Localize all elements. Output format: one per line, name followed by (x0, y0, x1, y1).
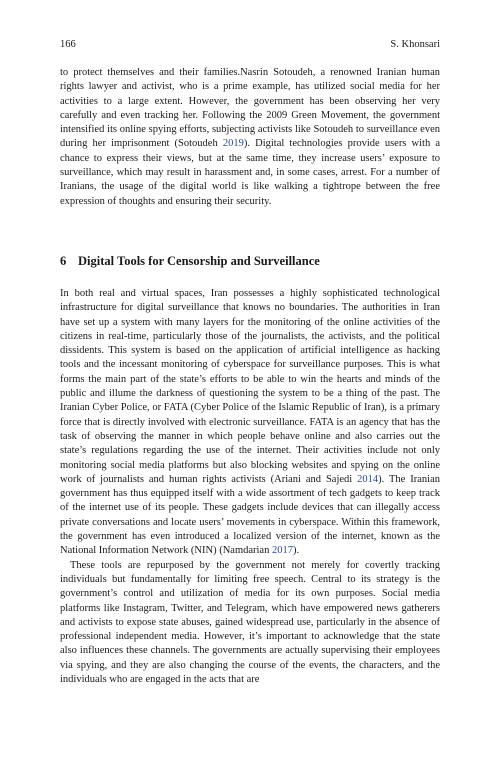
paragraph-continued (60, 66, 440, 209)
citation-link[interactable]: 2014 (357, 473, 379, 485)
citation-link[interactable]: 2017 (271, 545, 293, 557)
paragraph-text: In both real and virtual spaces, Iran possesses a highly sophisticated technological infrastructure for digital surveillance that knows no boundaries. The authorities in Iran have set up a system with many layers for the monitoring of the online activities of the citizens in real-time, particularly those of the journalists, the activists, and the political dissidents. This system is based on the application of artificial intelligence as hacking tools and the incessant monitoring of cyberspace for surveillance purposes. This is what forms the main part of the state’s efforts to be able to win the hearts and minds of the public and illume the darkness of questioning the system to be a thing of the past. The Iranian Cyber Police, or FATA (Cyber Police of the Islamic Republic of Iran), is a primary force that is directly involved with electronic surveillance. FATA is an agency that has the task of observing the manner in which people behave online and also carries out the state’s regulations regarding the use of the internet. Their activities include not only monitoring social media platforms but also blocking websites and spying on the online work of journalists and human rights activists (Ariani and Sajedi (60, 288, 440, 485)
section-title: Digital Tools for Censorship and Surveillance (78, 254, 320, 268)
section-number: 6 (60, 254, 67, 268)
paragraph-text: ). The Iranian government has thus equipped itself with a wide assortment of tech gadgets to keep track of the internet use of its people. These gadgets include devices that can illegally access private conversations and locate users’ movements in cyberspace. Within this framework, the government has even introduced a localized version of the internet, known as the National Information Network (NIN) (Namdarian (60, 473, 440, 557)
section-body (60, 287, 440, 687)
paragraph-text: ). (292, 545, 300, 557)
paragraph-text: These tools are repurposed by the government not merely for covertly tracking individuals but fundamentally for limiting free speech. Central to its strategy is the government’s control and utilization of media for its own purposes. Social media platforms like Instagram, Twitter, and Telegram, which have empowered news gatherers and activists to expose state abuses, gained widespread use, particularly in the absence of professional independent media. However, it’s important to acknowledge that the state also influences these channels. The governments are actually supervising their employees via spying, and they are also changing the course of the events, the characters, and the individuals who are engaged in the acts that are (60, 559, 440, 686)
paragraph (60, 66, 440, 209)
running-head (60, 38, 440, 52)
paragraph-text: ). Digital technologies provide users with a chance to express their views, but at the same time, they increase users’ exposure to surveillance, which may result in harassment and, in some cases, arrest. For a number of Iranians, the usage of the digital world is like walking a tightrope between the free expression of thoughts and ensuring their security. (60, 138, 440, 207)
section-heading (60, 253, 440, 269)
citation-link[interactable]: 2019 (222, 138, 244, 150)
running-head-author: S. Khonsari (390, 39, 440, 50)
paragraph-text: to protect themselves and their families.Nasrin Sotoudeh, a renowned Iranian human rights lawyer and activist, who is a prime example, has utilized social media for her activities to a large extent. However, the government has been observing her very carefully and even tracking her. Following the 2009 Green Movement, the government intensified its online spying efforts, subjecting activists like Sotoudeh to surveillance even during her imprisonment (Sotoudeh (60, 67, 440, 150)
paragraph (60, 559, 440, 688)
paragraph (60, 287, 440, 559)
page-number: 166 (60, 39, 76, 50)
